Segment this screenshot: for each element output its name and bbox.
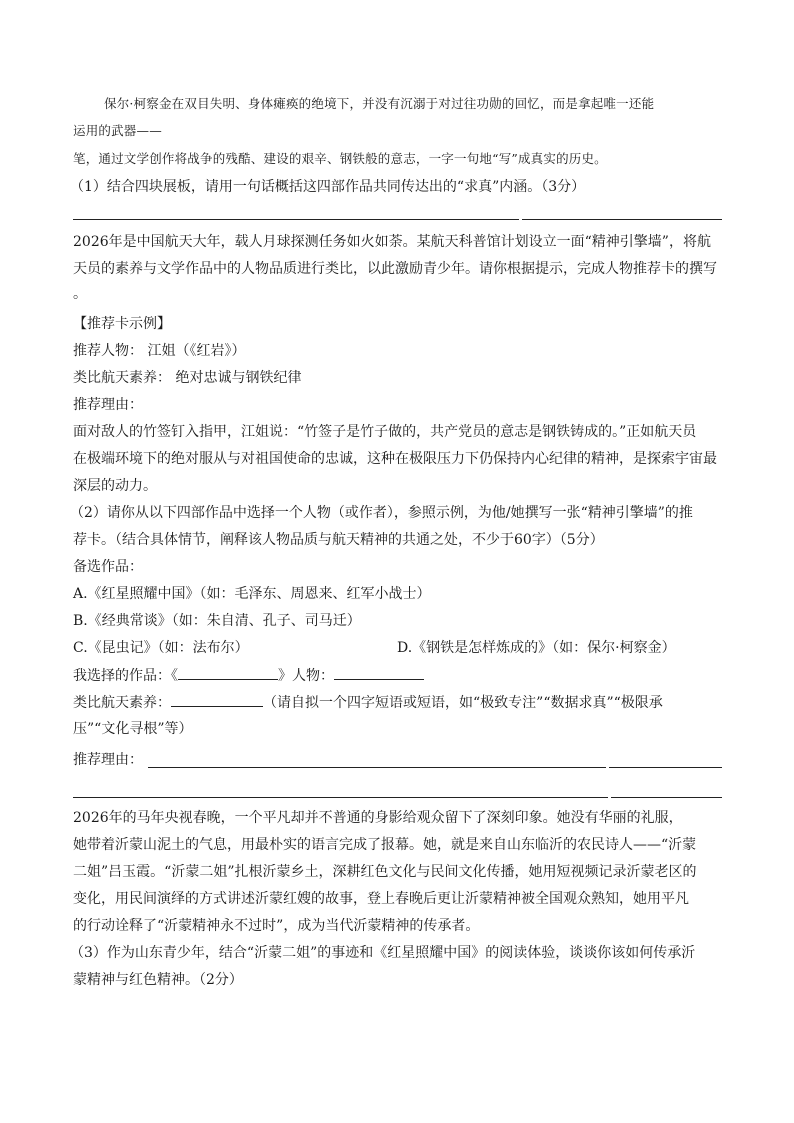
example-card-reason-line-1: 面对敌人的竹签钉入指甲，江姐说：“竹签子是竹子做的，共产党员的意志是钢铁铸成的。”正如航天员 <box>73 424 697 440</box>
quality-blank[interactable] <box>171 692 263 707</box>
option-b: B.《经典常谈》（如：朱自清、孔子、司马迁） <box>73 613 361 629</box>
chosen-person-label: 》人物： <box>278 668 334 684</box>
passage-intro-line-2: 运用的武器—— <box>73 123 162 138</box>
quality-hint-line-2: 压”“文化寻根”等） <box>73 721 193 737</box>
option-a: A.《红星照耀中国》（如：毛泽东、周恩来、红军小战士） <box>73 586 431 602</box>
chosen-work-blank[interactable] <box>178 665 278 680</box>
chosen-work-label: 我选择的作品：《 <box>73 668 178 684</box>
quality-row <box>73 692 663 713</box>
example-card-quality: 类比航天素养： 绝对忠诚与钢铁纪律 <box>73 370 302 386</box>
passage-intro-line-1: 保尔·柯察金在双目失明、身体瘫痪的绝境下，并没有沉溺于对过往功勋的回忆，而是拿起唯一还能 <box>104 96 655 111</box>
answer-line[interactable] <box>148 767 606 768</box>
yimeng-line-5: 的行动诠释了“沂蒙精神永不过时”，成为当代沂蒙精神的传承者。 <box>73 918 480 934</box>
question-3-prompt-line-1: （3）作为山东青少年，结合“沂蒙二姐”的事迹和《红星照耀中国》的阅读体验，谈谈你该如何传承沂 <box>70 945 696 961</box>
yimeng-line-2: 她带着沂蒙山泥土的气息，用最朴实的语言完成了报幕。她，就是来自山东临沂的农民诗人——“沂蒙 <box>73 837 697 853</box>
question-3-prompt-line-2: 蒙精神与红色精神。（2分） <box>73 972 243 988</box>
example-card-header: 【推荐卡示例】 <box>73 316 171 332</box>
option-d: D.《钢铁是怎样炼成的》（如：保尔·柯察金） <box>397 640 676 656</box>
aerospace-line-2: 天员的素养与文学作品中的人物品质进行类比，以此激励青少年。请你根据提示，完成人物推荐卡的撰写 <box>73 261 717 277</box>
chosen-work-row <box>73 665 424 686</box>
question-1-prompt: （1）结合四块展板，请用一句话概括这四部作品共同传达出的“求真”内涵。（3分） <box>70 179 586 195</box>
aerospace-line-3: 。 <box>73 286 87 302</box>
options-label: 备选作品： <box>73 559 143 575</box>
answer-line[interactable] <box>609 767 722 768</box>
quality-hint-line-1: （请自拟一个四字短语或短语，如“极致专注”“数据求真”“极限承 <box>263 695 663 711</box>
passage-intro-line-3: 笔，通过文学创作将战争的残酷、建设的艰辛、钢铁般的意志，一字一句地“写”成真实的历史。 <box>73 151 607 166</box>
recommend-reason-label: 推荐理由： <box>73 752 143 768</box>
example-card-reason-line-2: 在极端环境下的绝对服从与对祖国使命的忠诚，这种在极限压力下仍保持内心纪律的精神，是探索宇宙最 <box>73 451 717 467</box>
option-c: C.《昆虫记》（如：法布尔） <box>73 640 249 656</box>
example-card-reason-line-3: 深层的动力。 <box>73 478 157 494</box>
example-card-reason-label: 推荐理由： <box>73 397 143 413</box>
yimeng-line-1: 2026年的马年央视春晚，一个平凡却并不普通的身影给观众留下了深刻印象。她没有华丽的礼服， <box>73 810 683 826</box>
example-card-person: 推荐人物： 江姐（《红岩》） <box>73 343 246 359</box>
question-2-prompt-line-1: （2）请你从以下四部作品中选择一个人物（或作者），参照示例，为他/她撰写一张“精神引擎墙”的推 <box>70 505 693 521</box>
answer-line[interactable] <box>73 797 608 798</box>
yimeng-line-4: 变化，用民间演绎的方式讲述沂蒙红嫂的故事，登上春晚后更让沂蒙精神被全国观众熟知，她用平凡 <box>73 891 689 907</box>
answer-line[interactable] <box>73 219 519 220</box>
chosen-person-blank[interactable] <box>334 665 424 680</box>
yimeng-line-3: 二姐”吕玉霞。“沂蒙二姐”扎根沂蒙乡土，深耕红色文化与民间文化传播，她用短视频记录沂蒙老区的 <box>73 864 697 880</box>
quality-label: 类比航天素养： <box>73 695 171 711</box>
answer-line[interactable] <box>611 797 722 798</box>
answer-line[interactable] <box>522 219 722 220</box>
aerospace-line-1: 2026年是中国航天大年，载人月球探测任务如火如荼。某航天科普馆计划设立一面“精神引擎墙”，将航 <box>73 234 711 250</box>
question-2-prompt-line-2: 荐卡。（结合具体情节，阐释该人物品质与航天精神的共通之处，不少于60字）（5分） <box>73 532 604 548</box>
